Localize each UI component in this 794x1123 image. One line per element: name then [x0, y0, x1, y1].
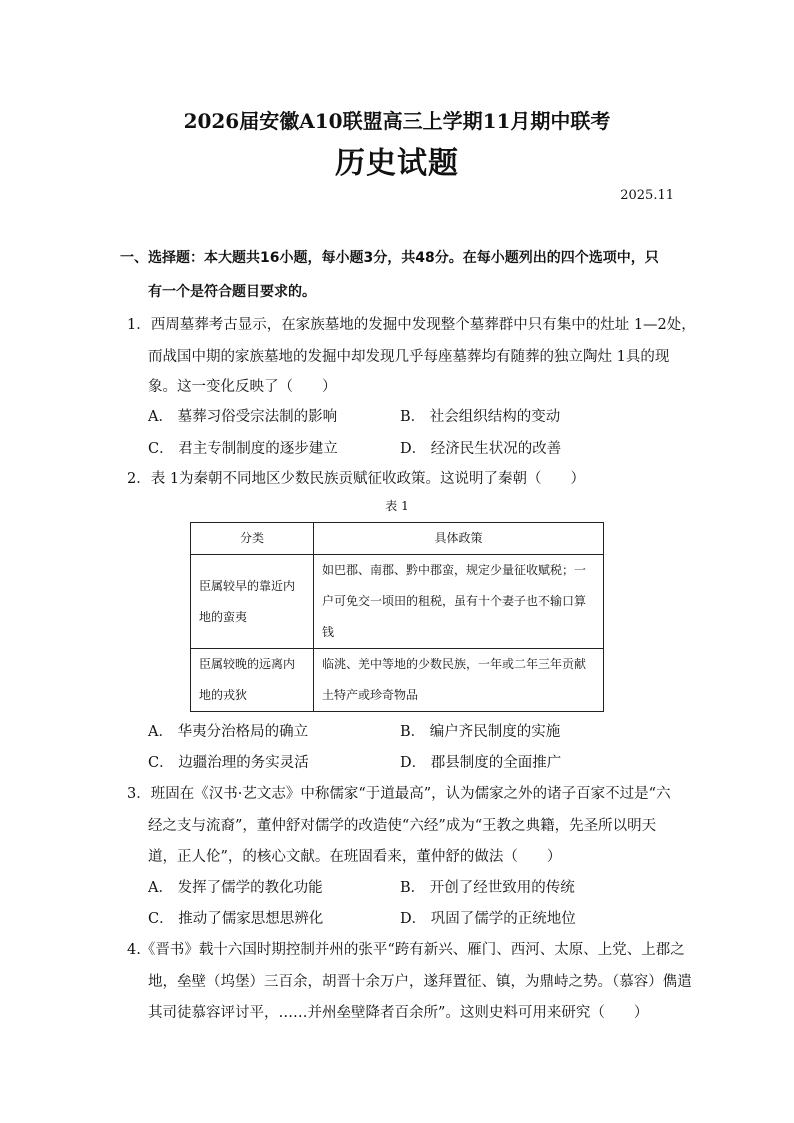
q3-option-d[interactable]: D． 巩固了儒学的正统地位	[400, 911, 576, 927]
tribute-policy-table	[190, 522, 604, 712]
table-header-row	[191, 523, 604, 555]
q1-option-b[interactable]: B． 社会组织结构的变动	[400, 409, 561, 425]
q4-stem-line1: 4.《晋书》载十六国时期控制并州的张平“跨有新兴、雁门、西河、太原、上党、上郡之	[127, 942, 685, 958]
table-cell-policy: 如巴郡、南郡、黔中郡蛮，规定少量征收赋税；一户可免交一顷田的租税，虽有十个妻子也不输口算钱	[314, 555, 604, 649]
table-caption: 表 1	[385, 499, 409, 513]
exam-title: 2026届安徽A10联盟高三上学期11月期中联考	[183, 109, 611, 133]
table-header-category: 分类	[191, 523, 314, 555]
q2-option-a[interactable]: A． 华夷分治格局的确立	[148, 724, 309, 740]
table-row	[191, 555, 604, 649]
q1-stem-line2: 而战国中期的家族墓地的发掘中却发现几乎每座墓葬均有随葬的独立陶灶 1具的现	[148, 349, 670, 365]
q2-option-d[interactable]: D． 郡县制度的全面推广	[400, 755, 562, 771]
q3-stem-line1: 3．班固在《汉书·艺文志》中称儒家“于道最高”，认为儒家之外的诸子百家不过是“六	[127, 786, 671, 802]
section-heading-line1: 一、选择题：本大题共16小题，每小题3分，共48分。在每小题列出的四个选项中，只	[120, 250, 659, 266]
table-cell-category: 臣属较晚的远离内地的戎狄	[191, 649, 314, 712]
section-heading-line2: 有一个是符合题目要求的。	[148, 284, 316, 300]
subject-title: 历史试题	[335, 146, 459, 181]
table-cell-policy: 临洮、羌中等地的少数民族，一年或二年三年贡献土特产或珍奇物品	[314, 649, 604, 712]
q2-stem-line1: 2．表 1为秦朝不同地区少数民族贡赋征收政策。这说明了秦朝（ ）	[127, 471, 586, 487]
table-header-policy: 具体政策	[314, 523, 604, 555]
q4-stem-line3: 其司徒慕容评讨平，……并州垒壁降者百余所”。这则史料可用来研究（ ）	[148, 1005, 649, 1021]
table-cell-category: 臣属较早的靠近内地的蛮夷	[191, 555, 314, 649]
q3-option-c[interactable]: C． 推动了儒家思想思辨化	[148, 911, 324, 927]
q1-option-c[interactable]: C． 君主专制制度的逐步建立	[148, 441, 338, 457]
q1-option-d[interactable]: D． 经济民生状况的改善	[400, 441, 562, 457]
exam-date: 2025.11	[620, 188, 674, 203]
q4-stem-line2: 地，垒壁（坞堡）三百余，胡晋十余万户，遂拜置征、镇，为鼎峙之势。（慕容）儁遣	[148, 974, 692, 990]
q1-stem-line1: 1．西周墓葬考古显示，在家族墓地的发掘中发现整个墓葬群中只有集中的灶址 1—2处，	[127, 317, 696, 333]
table-row	[191, 649, 604, 712]
q3-stem-line2: 经之支与流裔”，董仲舒对儒学的改造使“六经”成为“王教之典籍，先圣所以明天	[148, 818, 657, 834]
q3-option-a[interactable]: A． 发挥了儒学的教化功能	[148, 880, 323, 896]
q1-stem-line3: 象。这一变化反映了（ ）	[148, 379, 337, 395]
q1-option-a[interactable]: A． 墓葬习俗受宗法制的影响	[148, 409, 338, 425]
q3-stem-line3: 道，正人伦”，的核心文献。在班固看来，董仲舒的做法（ ）	[148, 849, 562, 865]
q2-option-c[interactable]: C． 边疆治理的务实灵活	[148, 755, 309, 771]
q2-option-b[interactable]: B． 编户齐民制度的实施	[400, 724, 561, 740]
q3-option-b[interactable]: B． 开创了经世致用的传统	[400, 880, 575, 896]
